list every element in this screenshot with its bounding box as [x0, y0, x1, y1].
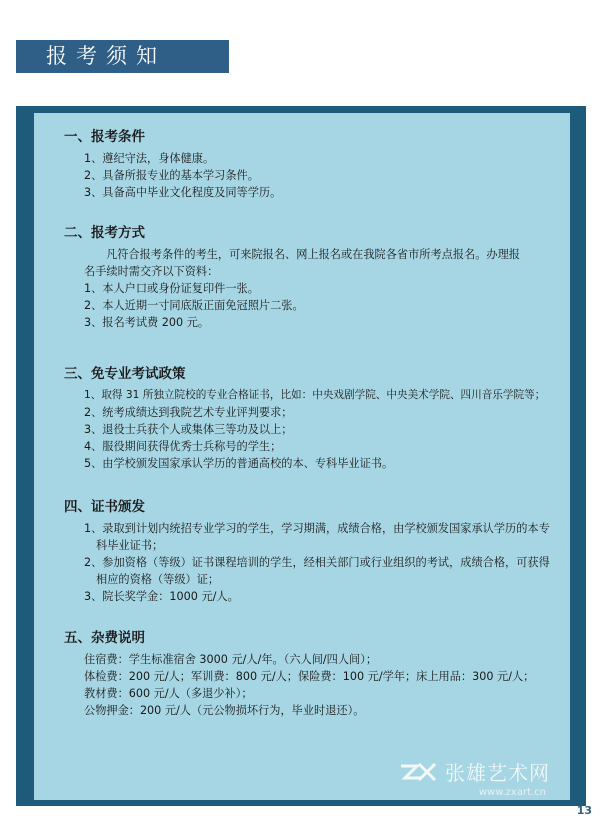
list-item: 1、取得 31 所独立院校的专业合格证书，比如：中央戏剧学院、中央美术学院、四川音乐学院等；	[84, 389, 546, 401]
section-title: 二、报考方式	[64, 225, 145, 241]
section-conditions	[64, 126, 554, 201]
section-title: 三、免专业考试政策	[64, 366, 186, 382]
page-title: 报考须知	[46, 44, 166, 68]
list-item: 2、本人近期一寸同底版正面免冠照片二张。	[84, 299, 304, 312]
section-certificate	[64, 496, 554, 605]
fee-item: 住宿费：学生标准宿舍 3000 元/人/年。（六人间/四人间）；	[84, 653, 378, 666]
intro-text-cont: 名手续时需交齐以下资料：	[84, 265, 219, 278]
header-bar	[16, 40, 229, 73]
list-item: 2、统考成绩达到我院艺术专业评判要求；	[84, 406, 293, 419]
section-title: 一、报考条件	[64, 129, 145, 145]
section-fees	[64, 627, 554, 719]
watermark-url: www.zxart.cn	[478, 787, 546, 798]
list-item: 3、具备高中毕业文化程度及同等学历。	[84, 186, 282, 199]
watermark	[399, 757, 550, 786]
document-body	[64, 126, 554, 719]
zx-logo-icon	[399, 760, 439, 784]
list-item: 3、报名考试费 200 元。	[84, 316, 210, 329]
list-item: 3、院长奖学金：1000 元/人。	[84, 590, 239, 603]
intro-text: 凡符合报考条件的考生，可来院报名、网上报名或在我院各省市所考点报名。办理报	[106, 248, 520, 261]
list-item: 4、服役期间获得优秀士兵称号的学生；	[84, 440, 282, 453]
list-item: 2、具备所报专业的基本学习条件。	[84, 169, 259, 182]
list-item: 1、本人户口或身份证复印件一张。	[84, 282, 259, 295]
section-title: 四、证书颁发	[64, 499, 145, 515]
section-exemption	[64, 363, 554, 472]
watermark-text: 张雄艺术网	[445, 761, 550, 785]
list-item: 1、遵纪守法，身体健康。	[84, 152, 215, 165]
section-title: 五、杂费说明	[64, 630, 145, 646]
list-item: 2、参加资格（等级）证书课程培训的学生，经相关部门或行业组织的考试，成绩合格，可获得相应的资格（等级）证；	[84, 556, 550, 586]
section-method	[64, 222, 554, 331]
list-item: 1、录取到计划内统招专业学习的学生，学习期满，成绩合格，由学校颁发国家承认学历的本专科毕业证书；	[84, 522, 550, 552]
list-item: 3、退役士兵获个人或集体三等功及以上；	[84, 423, 293, 436]
fee-item: 公物押金：200 元/人（元公物损坏行为，毕业时退还）。	[84, 704, 365, 717]
page-number: 13	[576, 804, 592, 817]
fee-item: 体检费：200 元/人；军训费：800 元/人；保险费：100 元/学年；床上用品：300 元/人；	[84, 670, 535, 683]
fee-item: 教材费：600 元/人（多退少补）；	[84, 687, 253, 700]
list-item: 5、由学校颁发国家承认学历的普通高校的本、专科毕业证书。	[84, 457, 394, 470]
